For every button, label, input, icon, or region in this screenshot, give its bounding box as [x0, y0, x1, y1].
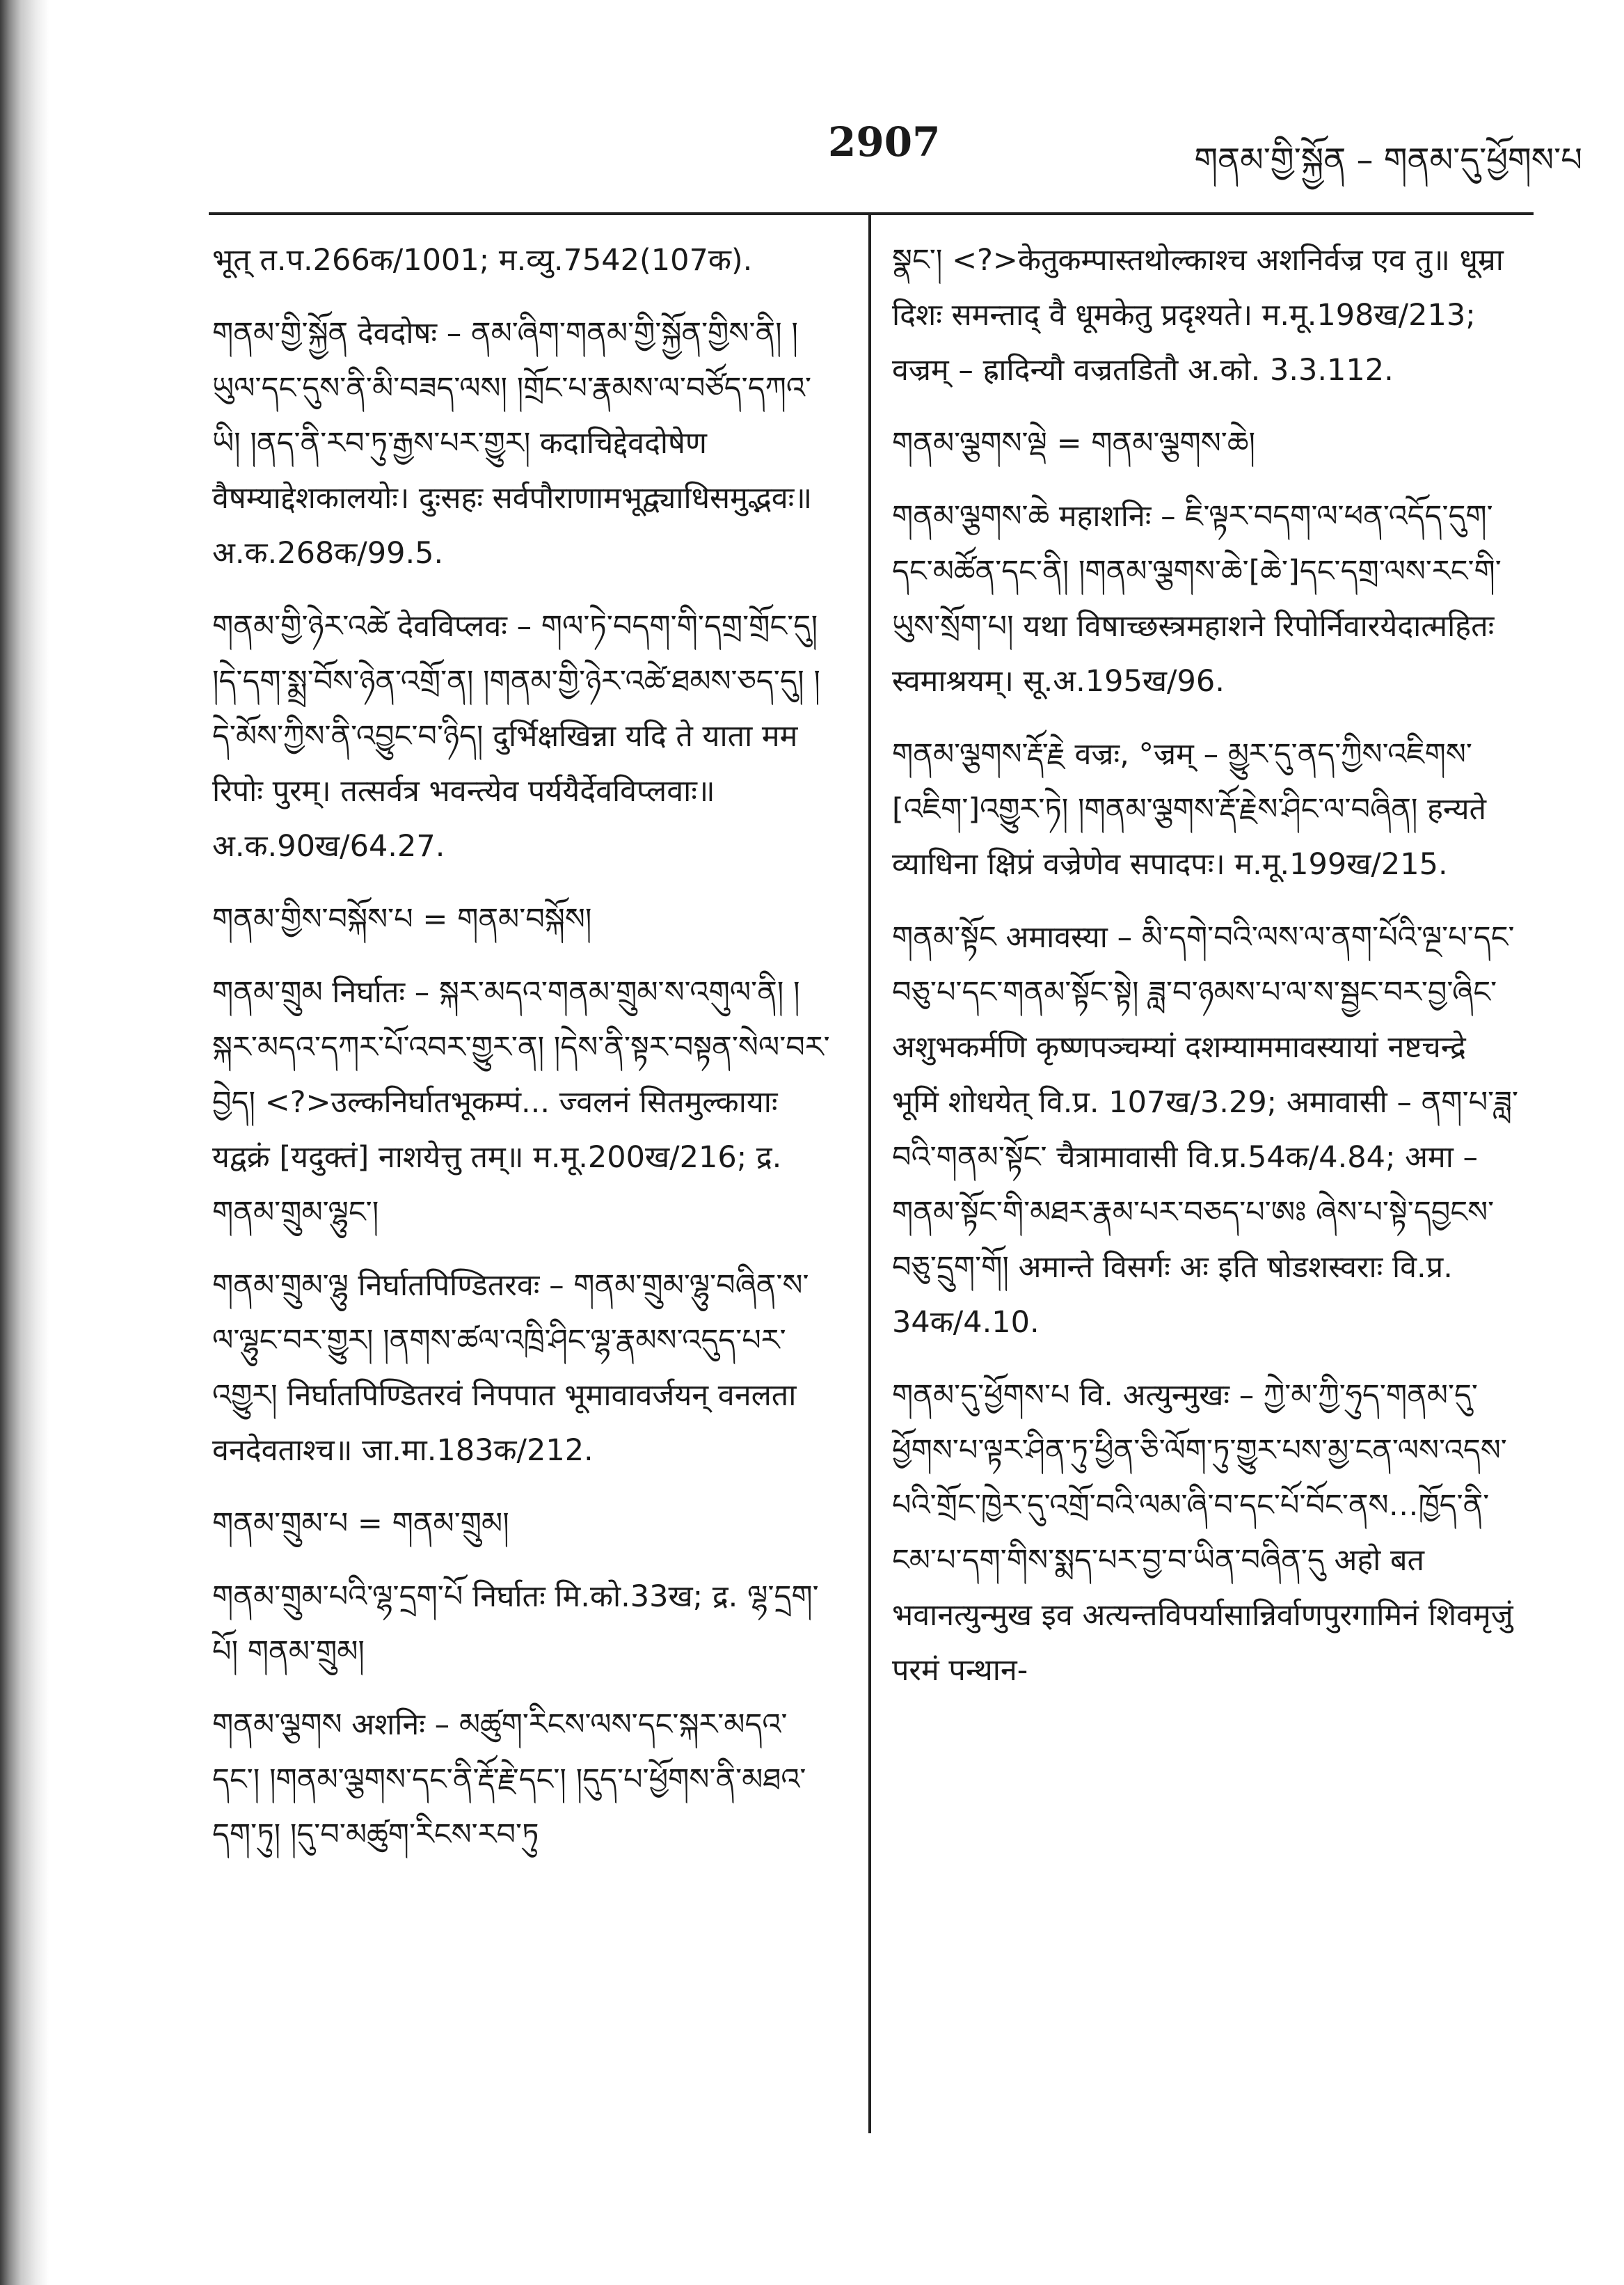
entry-text: གནམ་ལྕགས་ལྡེ = གནམ་ལྕགས་ཆེ།: [892, 426, 1256, 461]
entry-text: གནམ་གྱི་སྐྱོན देवदोषः – ནམ་ཞིག་གནམ་གྱི་སྐྱོན་གྱིས་ནི། །ཡུལ་དང་དུས་ནི་མི་བཟད་ལས། །གྲོང་པ་རྣམས་ལ་བཙོད་དཀའ་ཡི། །ནད་ནི་རབ་ཏུ་རྒྱས་པར་གྱུར། कदाचिद्देवदोषेण वैषम्याद्देशकालयोः। दुःसहः सर्वपौराणामभूद्व्याधिसमुद्भवः॥ अ.क.268क/99.5.: [212, 316, 813, 571]
entry-text: གནམ་གྲུམ་ལྷུ निर्घातपिण्डितरवः – གནམ་གྲུམ་ལྷུ་བཞིན་ས་ལ་ལྷུང་བར་གྱུར། །ནགས་ཚལ་འཁྲི་ཤིང་ལྷ་རྣམས་འདུད་པར་འགྱུར། निर्घातपिण्डितरवं निपपात भूमावावर्जयन् वनलता वनदेवताश्च॥ जा.मा.183क/212.: [212, 1268, 809, 1468]
dictionary-entry: [212, 599, 831, 874]
dictionary-entry: [212, 965, 831, 1240]
entry-text: གནམ་གྲུམ निर्घातः – སྐར་མདའ་གནམ་གྲུམ་ས་འགུལ་ནི། །སྐར་མདའ་དཀར་པོ་འབར་གྱུར་ན། །དེས་ནི་སྟར་བསྟན་སེལ་བར་བྱེད། <?>उल्कनिर्घातभूकम्पं... ज्वलनं सितमुल्कायाः यद्वक्रं [यदुक्तं] नाशयेत्तु तम्॥ म.मू.200ख/216; द्र. གནམ་གྲུམ་ལྷུང་།: [212, 975, 830, 1230]
entry-continuation: भूत् त.प.266क/1001; म.व्यु.7542(107क).: [212, 243, 753, 278]
left-column: [212, 233, 831, 1881]
entry-text: གནམ་གྱིས་བསྐོས་པ = གནམ་བསྐོས།: [212, 902, 592, 937]
entry-text: གནམ་ལྕགས་ཆེ महाशनिः – ཇི་ལྟར་བདག་ལ་ཕན་འདོད་དུག་དང་མཚོན་དང་ནི། །གནམ་ལྕགས་ཆེ་[ཆེ་]དང་དགྲ་ལས་རང་གི་ཡུས་སྲོག་པ། यथा विषाच्छस्त्रमहाशने रिपोर्निवारयेदात्महितः स्वमाश्रयम्। सू.अ.195ख/96.: [892, 499, 1502, 699]
dictionary-entry: [212, 1698, 831, 1863]
dictionary-entry: [212, 1496, 831, 1551]
header-rule: [209, 212, 1534, 215]
right-column: [892, 233, 1518, 1716]
entry-text: གནམ་གྲུམ་པའི་ལྷ་དྲག་པོ निर्घातः मि.को.33ख; द्र. ལྷ་དྲག་པོ། གནམ་གྲུམ།: [212, 1579, 819, 1669]
dictionary-entry: [892, 1368, 1518, 1698]
entry-text: གནམ་གྲུམ་པ = གནམ་གྲུམ།: [212, 1506, 509, 1541]
dictionary-entry: [212, 892, 831, 947]
dictionary-entry: [892, 416, 1518, 471]
dictionary-entry: [892, 489, 1518, 709]
entry-text: གནམ་དུ་ཕྱོགས་པ वि. अत्युन्मुखः – ཀྱེ་མ་ཀྱི་ཧུད་གནམ་དུ་ཕྱོགས་པ་ལྟར་ཤིན་ཏུ་ཕྱིན་ཅི་ལོག་ཏུ་གྱུར་པས་མྱ་ངན་ལས་འདས་པའི་གྲོང་ཁྱེར་དུ་འགྲོ་བའི་ལམ་ཞི་བ་དང་པོ་བོང་ནས…ཁྱོད་ནི་ངམ་པ་དག་གིས་སྨད་པར་བྱ་བ་ཡིན་བཞིན་དུ अहो बत भवानत्युन्मुख इव अत्यन्तविपर्यासान्निर्वाणपुरगामिनं शिवमृजुं परमं पन्थान-: [892, 1378, 1513, 1688]
entry-text: གནམ་གྱི་ཉེར་འཚེ देवविप्लवः – གལ་ཏེ་བདག་གི་དགྲ་གྲོང་དུ། །དེ་དག་སྨྲ་བོས་ཉེན་འགྲོ་ན། །གནམ་གྱི་ཉེར་འཚེ་ཐམས་ཅད་དུ། །དེ་མོས་ཀྱིས་ནི་འབྱུང་བ་ཉིད། दुर्भिक्षखिन्ना यदि ते याता मम रिपोः पुरम्। तत्सर्वत्र भवन्त्येव पर्ययैर्देवविप्लवाः॥ अ.क.90ख/64.27.: [212, 609, 820, 864]
entry-text: གནམ་ལྕགས अशनिः – མཚུག་རིངས་ལས་དང་སྐར་མདའ་དང་། །གནམ་ལྕགས་དང་ནི་རྡོ་རྗེ་དང་། །དུད་པ་ཕྱོགས་ནི་མཐའ་དག་ཏུ། །དུ་བ་མཚུག་རིངས་རབ་ཏུ: [212, 1707, 806, 1852]
entry-text: གནམ་ལྕགས་རྡོ་རྗེ वज्रः, °ज्रम् – མྱུར་དུ་ནད་ཀྱིས་འཇིགས་[འཇིག་]འགྱུར་ཏེ། །གནམ་ལྕགས་རྡོ་རྗེས་ཤིང་ལ་བཞིན། हन्यते व्याधिना क्षिप्रं वज्रेणेव सपादपः। म.मू.199ख/215.: [892, 737, 1487, 882]
dictionary-entry: [212, 306, 831, 581]
running-head: གནམ་གྱི་སྐྱོན – གནམ་དུ་ཕྱོགས་པ: [1194, 141, 1582, 180]
dictionary-entry: [212, 1570, 831, 1679]
entry-continuation: སྣང་། <?>केतुकम्पास्तथोल्काश्च अशनिर्वज्र एव तु॥ धूम्रा दिशः समन्ताद् वै धूमकेतु प्रदृश्यते। म.मू.198ख/213; वज्रम् – ह्रादिन्यौ वज्रतडितौ अ.को. 3.3.112.: [892, 243, 1504, 388]
column-divider: [868, 212, 871, 2133]
dictionary-entry: [892, 727, 1518, 892]
page-number: 2907: [828, 118, 941, 166]
entry-text: གནམ་སྟོང अमावस्या – མི་དགེ་བའི་ལས་ལ་ནག་པོའི་ལྔ་པ་དང་བཅུ་པ་དང་གནམ་སྟོང་སྟེ། ཟླ་བ་ཉམས་པ་ལ་ས་སྦྱང་བར་བྱ་ཞིང་ अशुभकर्मणि कृष्णपञ्चम्यां दशम्याममावस्यायां नष्टचन्द्रे भूमिं शोधयेत् वि.प्र. 107ख/3.29; अमावासी – ནག་པ་ཟླ་བའི་གནམ་སྟོང་ चैत्रामावासी वि.प्र.54क/4.84; अमा – གནམ་སྟོང་གི་མཐར་རྣམ་པར་བཅད་པ་ཨཿ ཞེས་པ་སྟེ་དབྱངས་བཅུ་དྲུག་གོ། अमान्ते विसर्गः अः इति षोडशस्वराः वि.प्र. 34क/4.10.: [892, 920, 1518, 1340]
page-header: [230, 118, 1582, 181]
dictionary-entry: [892, 910, 1518, 1350]
scan-binding-edge: [0, 0, 49, 2285]
dictionary-entry: [212, 1258, 831, 1478]
